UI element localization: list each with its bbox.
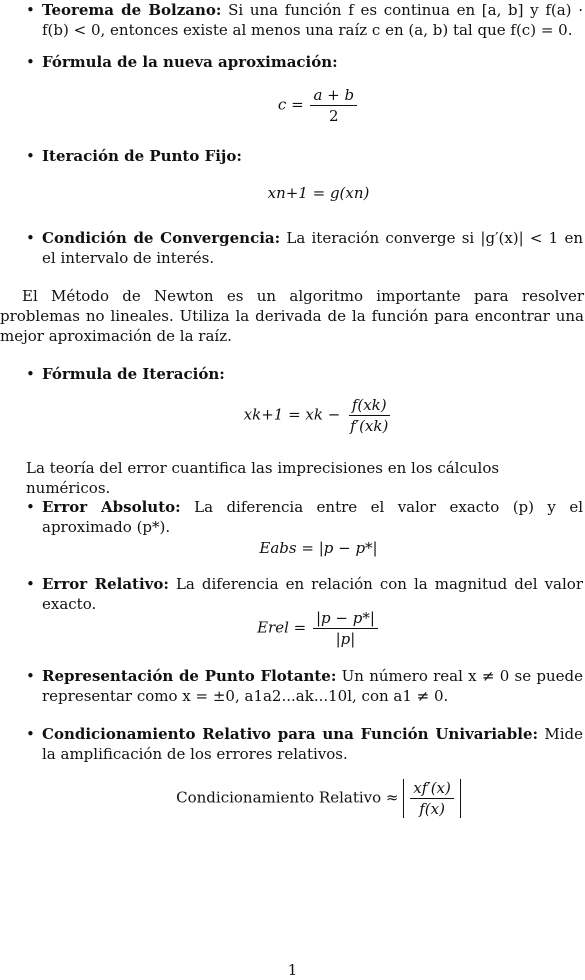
item-title: Condición de Convergencia: [42, 229, 281, 247]
equation-lhs: Condicionamiento Relativo ≈ [176, 788, 399, 807]
list-item-floating-point [26, 666, 584, 706]
equation-fixed-point [26, 183, 585, 203]
bullet: • [26, 667, 35, 685]
list-item-iteration [26, 364, 583, 384]
list-item-bolzano [26, 0, 583, 40]
absolute-value [403, 779, 461, 818]
item-text: La diferencia en relación con la magnitud del valor exacto. [42, 575, 583, 613]
item-title: Error Relativo: [42, 575, 169, 593]
fraction-numerator: a + b [310, 86, 357, 106]
fraction [347, 396, 391, 435]
bullet: • [26, 147, 35, 165]
item-title: Condicionamiento Relativo para una Función Univariable: [42, 725, 539, 743]
fraction-denominator: |p| [335, 630, 356, 648]
page-number: 1 [287, 961, 298, 979]
item-text: La diferencia entre el valor exacto (p) y el aproximado (p*). [42, 498, 583, 536]
item-text: Si una función f es continua en [a, b] y f(a) · f(b) < 0, entonces existe al menos una raíz c en (a, b) tal que f(c) = 0. [42, 1, 583, 39]
bullet: • [26, 1, 35, 19]
item-title: Iteración de Punto Fijo: [42, 147, 242, 165]
equation-conditioning [26, 779, 585, 818]
fraction-denominator: 2 [328, 107, 339, 125]
equation-lhs: c = [277, 95, 304, 114]
item-title: Fórmula de la nueva aproximación: [42, 53, 338, 71]
equation: Eabs = |p − p*| [259, 539, 378, 557]
item-text: Un número real x ≠ 0 se puede representar como x = ±0, a1a2...ak...10l, con a1 ≠ 0. [42, 667, 584, 705]
equation: xn+1 = g(xn) [267, 184, 370, 202]
bullet: • [26, 725, 35, 743]
fraction-denominator: f(x) [419, 800, 445, 818]
bullet: • [26, 53, 35, 71]
item-title: Error Absoluto: [42, 498, 181, 516]
equation-abs-error [26, 538, 585, 558]
equation-rel-error [26, 609, 585, 648]
bullet: • [26, 365, 35, 383]
fraction-denominator: f′(xk) [350, 417, 389, 435]
equation-lhs: xk+1 = xk − [243, 405, 341, 424]
equation-lhs: Erel = [257, 618, 307, 637]
equation-midpoint [26, 86, 585, 125]
item-title: Representación de Punto Flotante: [42, 667, 337, 685]
list-item-conditioning [26, 724, 583, 764]
fraction [410, 779, 454, 818]
bullet: • [26, 498, 35, 516]
fraction-numerator: f(xk) [349, 396, 390, 416]
item-text: Mide la amplificación de los errores relativos. [42, 725, 583, 763]
paragraph-error: La teoría del error cuantifica las imprecisiones en los cálculos numéricos. [26, 459, 500, 497]
list-item-fixed-point [26, 146, 583, 166]
fraction [313, 609, 378, 648]
item-text: La iteración converge si |g′(x)| < 1 en el intervalo de interés. [42, 229, 583, 267]
list-item-abs-error [26, 497, 583, 537]
fraction-numerator: |p − p*| [313, 609, 378, 629]
list-item-convergence [26, 228, 583, 268]
equation-newton [26, 396, 585, 435]
paragraph-newton: El Método de Newton es un algoritmo importante para resolver problemas no lineales. Utiliza la derivada de la función para encontrar una mejor aproximación de la raíz. [0, 287, 584, 345]
bullet: • [26, 229, 35, 247]
list-item-rel-error [26, 574, 583, 614]
bullet: • [26, 575, 35, 593]
fraction-numerator: xf′(x) [410, 779, 454, 799]
item-title: Fórmula de Iteración: [42, 365, 225, 383]
list-item-new-approx [26, 52, 583, 72]
fraction [310, 86, 357, 125]
item-title: Teorema de Bolzano: [42, 1, 222, 19]
